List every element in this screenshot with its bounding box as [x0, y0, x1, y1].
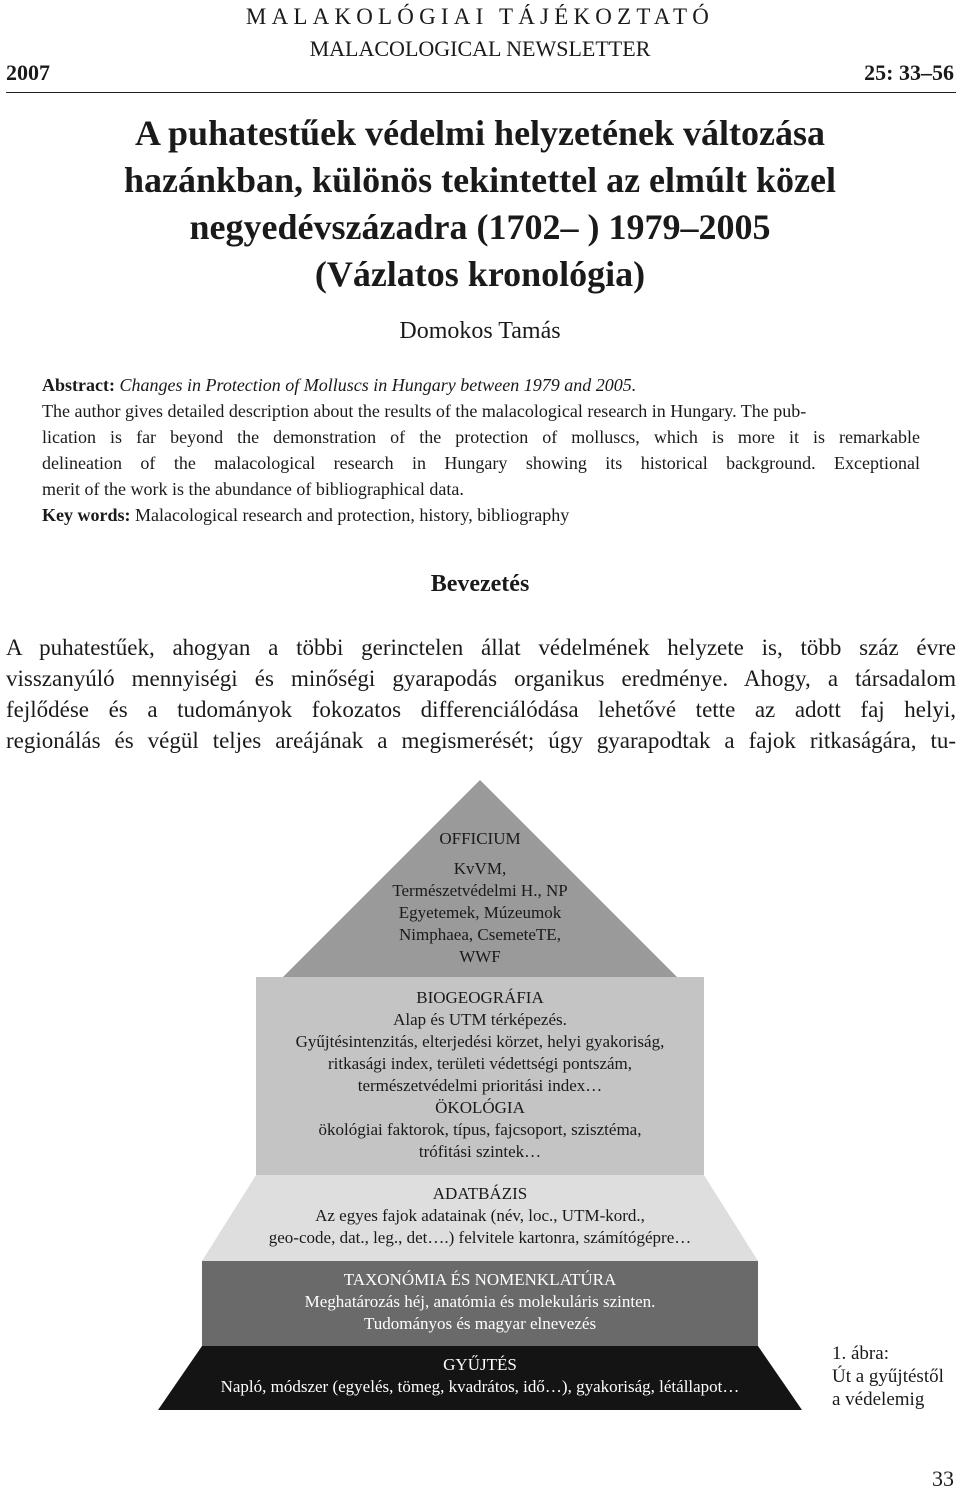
abstract-line: delineation of the malacological research in Hungary showing its historical background. Exceptional: [42, 453, 920, 473]
page-number: 33: [932, 1466, 954, 1491]
abstract-title: Changes in Protection of Molluscs in Hungary between 1979 and 2005.: [119, 375, 637, 395]
tier-line: TAXONÓMIA ÉS NOMENKLATÚRA: [343, 1270, 617, 1289]
keywords-line: [42, 502, 920, 528]
tier-line: WWF: [459, 947, 501, 966]
title-line: hazánkban, különös tekintettel az elmúlt közel: [123, 160, 837, 200]
abstract-line: The author gives detailed description about the results of the malacological research in Hungary. The pub-: [42, 401, 807, 421]
keywords-text: Malacological research and protection, history, bibliography: [135, 505, 570, 525]
abstract-label: Abstract:: [42, 375, 115, 395]
intro-line: visszanyúló mennyiségi és minőségi gyarapodás organikus eredménye. Ahogy, a társadalom: [6, 666, 956, 691]
title-line: (Vázlatos kronológia): [314, 254, 646, 294]
tier-line: ökológiai faktorok, típus, fajcsoport, szisztéma,: [318, 1120, 642, 1139]
tier-line: Alap és UTM térképezés.: [393, 1010, 567, 1029]
tier-line: ÖKOLÓGIA: [435, 1098, 525, 1117]
intro-line: fejlődése és a tudományok fokozatos differenciálódása lehetővé tette az adott faj helyi,: [6, 697, 956, 722]
caption-line: Út a gyűjtéstől: [832, 1366, 944, 1387]
tier-line: Meghatározás héj, anatómia és molekuláris szinten.: [304, 1292, 656, 1311]
tier-line: Természetvédelmi H., NP: [392, 881, 568, 900]
tier-line: Nimphaea, CsemeteTE,: [399, 925, 561, 944]
header-rule: [6, 92, 956, 93]
pyramid-figure: [158, 780, 802, 1410]
tier-taxonomia-text: [158, 1269, 802, 1335]
tier-line: ritkasági index, területi védettségi pontszám,: [327, 1054, 633, 1073]
abstract-line: lication is far beyond the demonstration of the protection of molluscs, which is more it is remarkable: [42, 427, 920, 447]
tier-gyujtes-text: [158, 1354, 802, 1398]
author-name: Domokos Tamás: [399, 318, 561, 344]
journal-title-english: MALACOLOGICAL NEWSLETTER: [309, 36, 651, 61]
publication-year: 2007: [6, 60, 50, 85]
tier-officium-text: [158, 828, 802, 968]
abstract-line: merit of the work is the abundance of bibliographical data.: [42, 479, 464, 499]
figure-caption: [832, 1342, 944, 1411]
tier-line: trófitási szintek…: [418, 1142, 542, 1161]
intro-line: regionálás és végül teljes areájának a megismerését; úgy gyarapodtak a fajok ritkaságára, tu-: [6, 728, 956, 753]
volume-pages: 25: 33–56: [864, 60, 954, 85]
abstract-block: [42, 372, 920, 528]
tier-line: GYŰJTÉS: [443, 1355, 517, 1374]
intro-line: A puhatestűek, ahogyan a többi gerinctelen állat védelmének helyzete is, több száz évre: [6, 635, 956, 660]
tier-line: ADATBÁZIS: [432, 1184, 528, 1203]
tier-line: Egyetemek, Múzeumok: [398, 903, 562, 922]
journal-title-hungarian: MALAKOLÓGIAI TÁJÉKOZTATÓ: [245, 4, 715, 29]
tier-line: Napló, módszer (egyelés, tömeg, kvadrátos, idő…), gyakoriság, létállapot…: [220, 1377, 740, 1396]
title-line: negyedévszázadra (1702– ) 1979–2005: [189, 207, 771, 247]
keywords-label: Key words:: [42, 505, 131, 525]
tier-line: OFFICIUM: [439, 829, 521, 848]
tier-line: Tudományos és magyar elnevezés: [363, 1314, 597, 1333]
caption-line: a védelemig: [832, 1389, 925, 1410]
tier-adatbazis-text: [158, 1183, 802, 1249]
tier-line: BIOGEOGRÁFIA: [416, 988, 544, 1007]
intro-paragraph: [6, 632, 956, 756]
tier-line: Az egyes fajok adatainak (név, loc., UTM-kord.,: [315, 1206, 645, 1225]
article-title: [0, 110, 960, 298]
abstract-heading: [42, 372, 920, 398]
section-heading: Bevezetés: [430, 571, 530, 597]
tier-biogeografia-text: [158, 987, 802, 1163]
title-line: A puhatestűek védelmi helyzetének változása: [135, 113, 825, 153]
tier-line: geo-code, dat., leg., det….) felvitele kartonra, számítógépre…: [268, 1228, 692, 1247]
tier-line: természetvédelmi prioritási index…: [357, 1076, 603, 1095]
caption-line: 1. ábra:: [832, 1343, 889, 1364]
tier-line: Gyűjtésintenzitás, elterjedési körzet, helyi gyakoriság,: [295, 1032, 665, 1051]
tier-line: KvVM,: [453, 859, 507, 878]
